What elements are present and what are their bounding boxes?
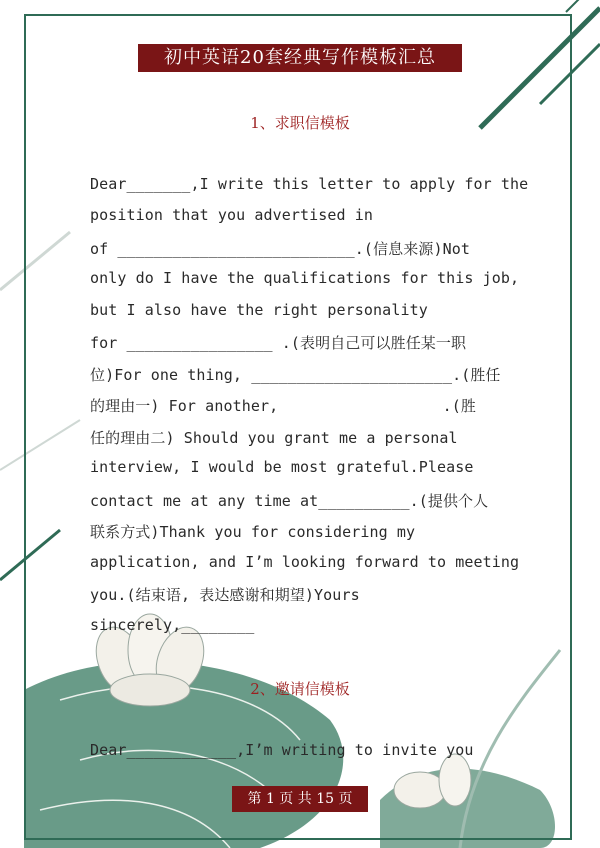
body-line: you.(结束语, 表达感谢和期望)Yours — [90, 586, 360, 604]
body-line: 的理由一) For another, .(胜 — [90, 397, 476, 415]
body-line: Dear_______,I write this letter to apply for the — [90, 175, 529, 193]
body-line: 联系方式)Thank you for considering my — [90, 523, 416, 541]
body-line: but I also have the right personality — [90, 301, 428, 319]
section-heading-invitation-letter: 2、邀请信模板 — [250, 680, 350, 698]
body-line: application, and I’m looking forward to meeting — [90, 553, 520, 571]
section-heading-cover-letter: 1、求职信模板 — [250, 114, 350, 132]
page-number-footer: 第 1 页 共 15 页 — [232, 786, 368, 812]
body-line: 位)For one thing, ______________________.(胜任 — [90, 366, 501, 384]
body-line: only do I have the qualifications for this job, — [90, 269, 520, 287]
body-line: position that you advertised in — [90, 206, 374, 224]
body-line: contact me at any time at__________.(提供个人 — [90, 492, 489, 510]
body-line: of __________________________.(信息来源)Not — [90, 240, 470, 258]
document-title: 初中英语20套经典写作模板汇总 — [138, 44, 462, 72]
body-line: sincerely,________ — [90, 616, 255, 634]
body-line: for ________________ .(表明自己可以胜任某一职 — [90, 334, 467, 352]
body-line: Dear____________,I’m writing to invite you — [90, 741, 474, 759]
body-line: interview, I would be most grateful.Please — [90, 458, 474, 476]
body-line: 任的理由二) Should you grant me a personal — [90, 429, 458, 447]
